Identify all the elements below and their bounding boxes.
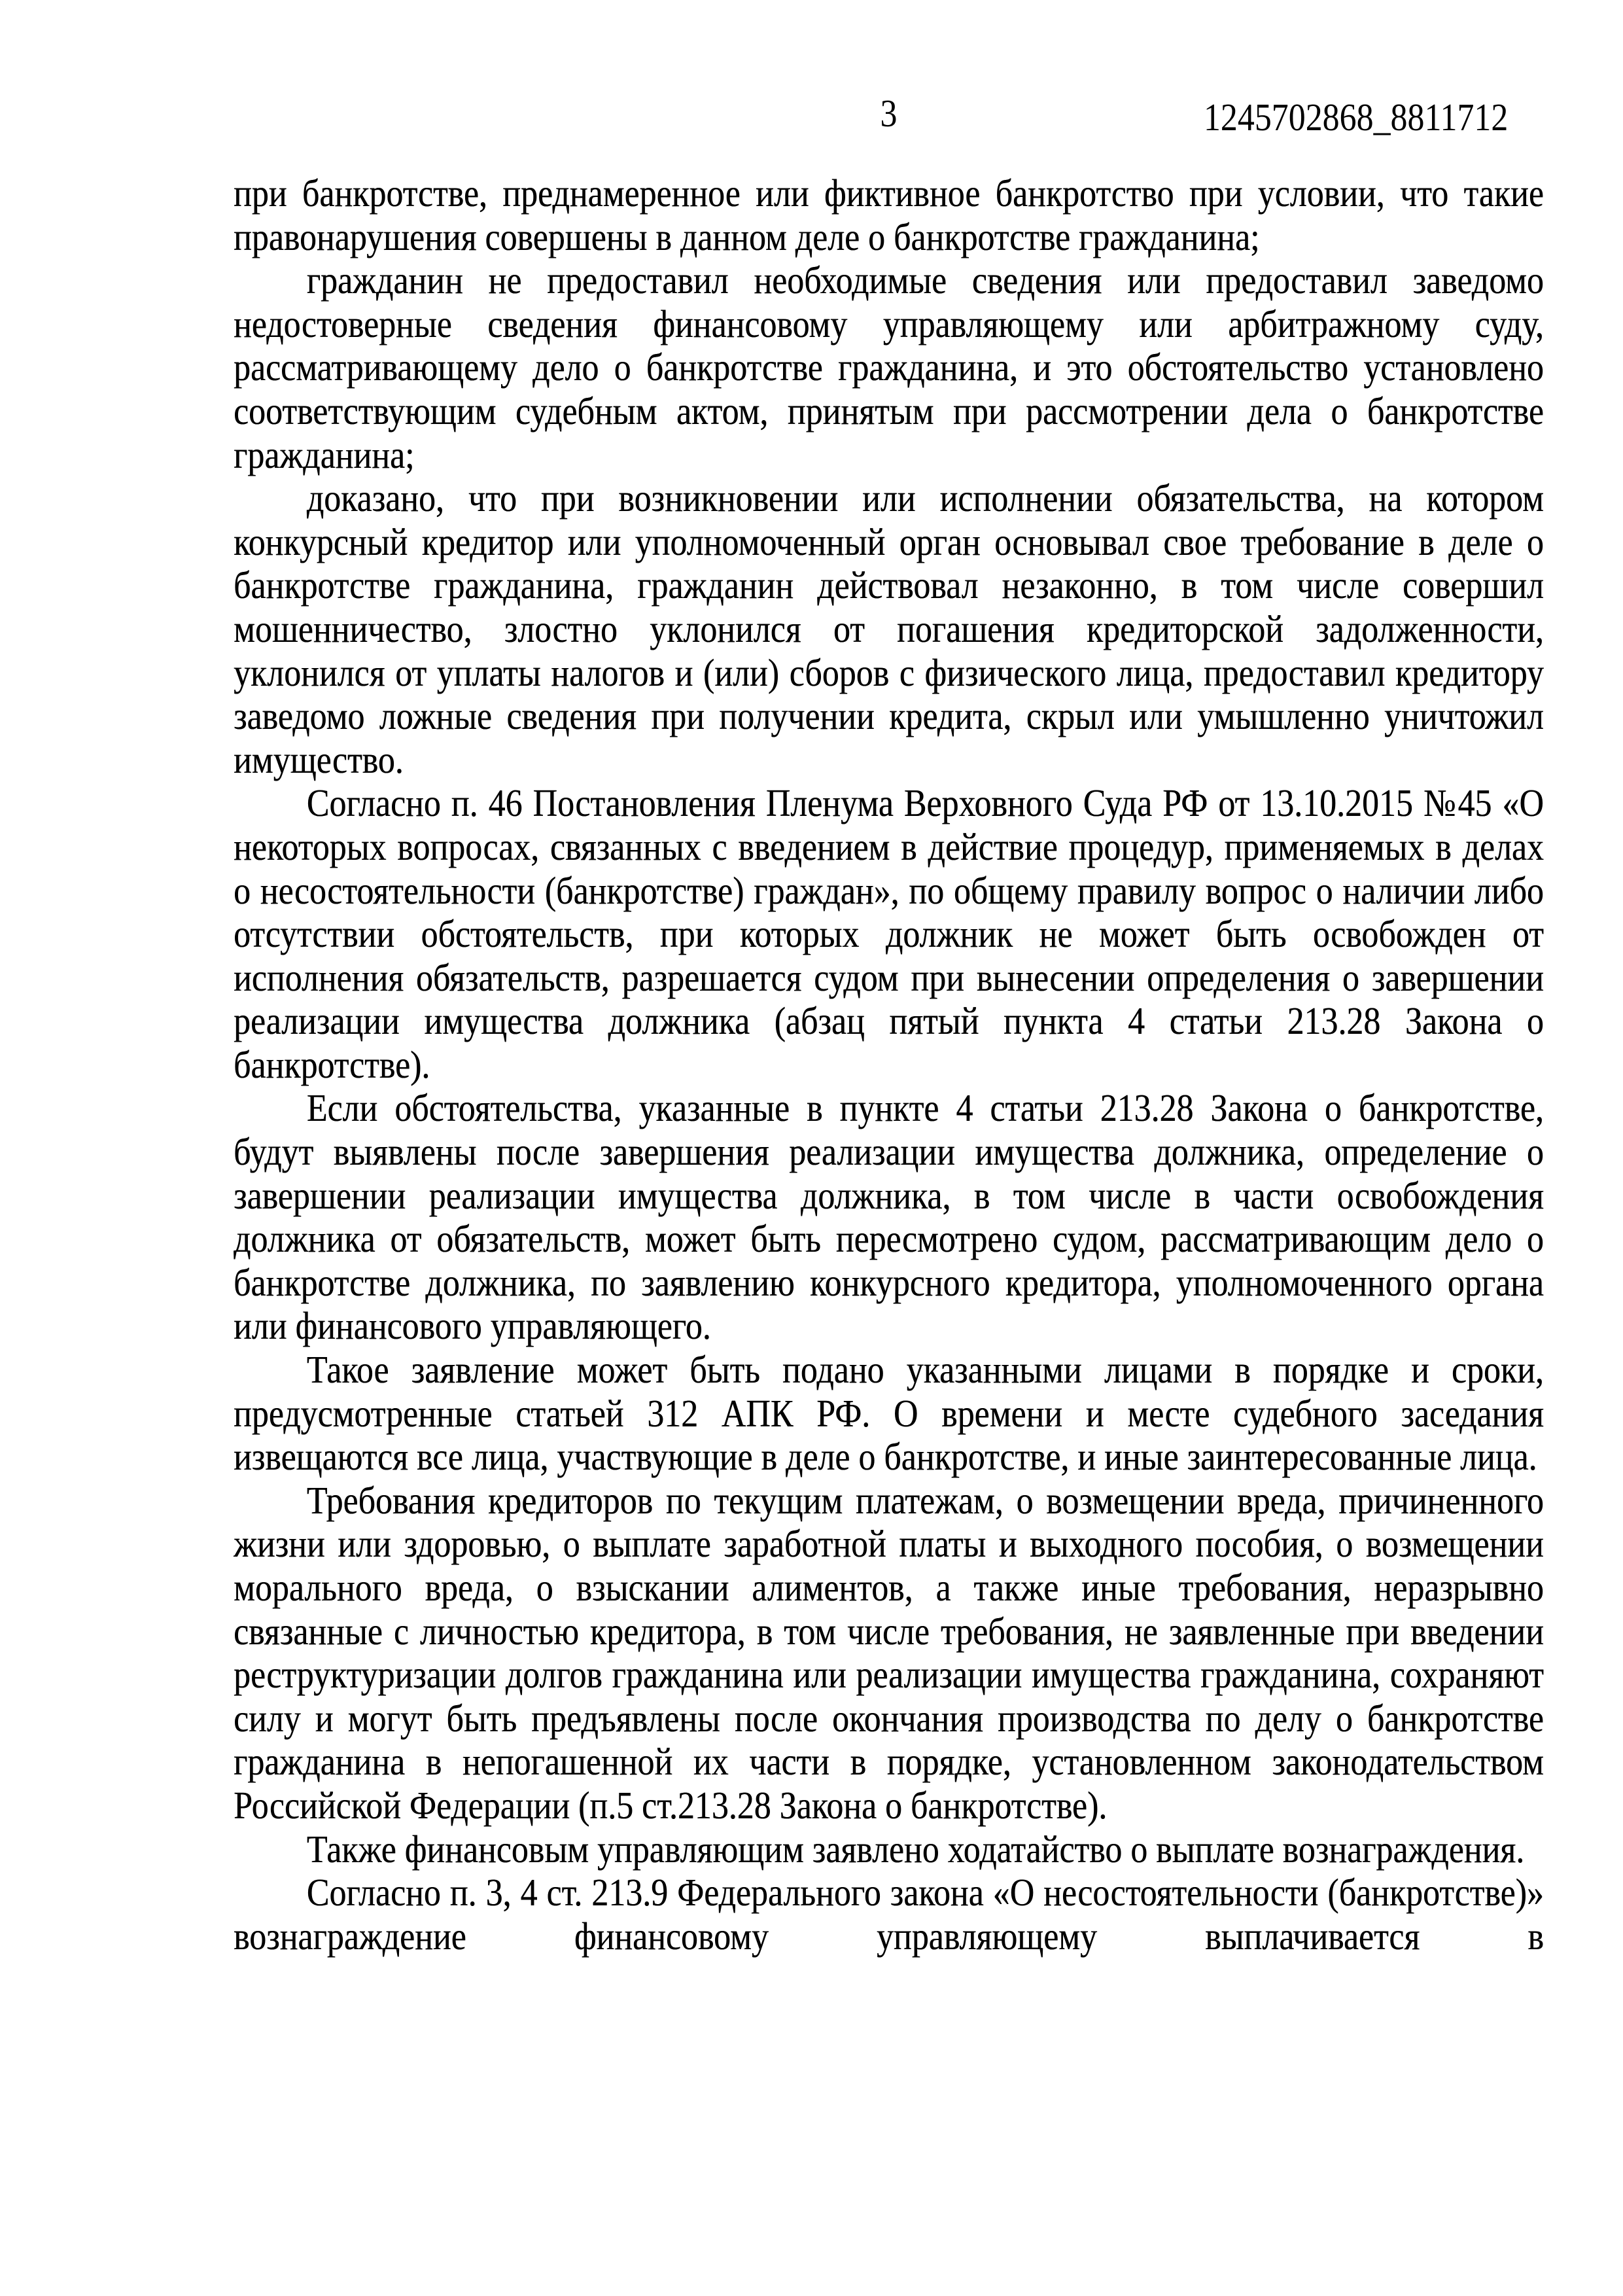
paragraph-continuation: при банкротстве, преднамеренное или фиктивное банкротство при условии, что такие правонарушения совершены в данном деле о банкротстве гражданина; <box>234 171 1544 258</box>
paragraph: Если обстоятельства, указанные в пункте 4 статьи 213.28 Закона о банкротстве, будут выявлены после завершения реализации имущества должника, определение о завершении реализации имущества должника, в том числе в части освобождения должника от обязательств, может быть пересмотрено судом, рассматривающим дело о банкротстве должника, по заявлению конкурсного кредитора, уполномоченного органа или финансового управляющего. <box>234 1086 1544 1348</box>
document-id: 1245702868_8811712 <box>1203 96 1509 139</box>
paragraph: Также финансовым управляющим заявлено ходатайство о выплате вознаграждения. <box>306 1827 1525 1871</box>
paragraph-runs-to-next-page: Согласно п. 3, 4 ст. 213.9 Федерального закона «О несостоятельности (банкротстве)» вознаграждение финансовому управляющему выплачивается в <box>234 1871 1544 1958</box>
paragraph: Такое заявление может быть подано указанными лицами в порядке и сроки, предусмотренные статьей 312 АПК РФ. О времени и месте судебного заседания извещаются все лица, участвующие в деле о банкротстве, и иные заинтересованные лица. <box>234 1348 1544 1479</box>
page-number: 3 <box>880 92 898 135</box>
paragraph: Требования кредиторов по текущим платежам, о возмещении вреда, причиненного жизни или здоровью, о выплате заработной платы и выходного пособия, о возмещении морального вреда, о взыскании алиментов, а также иные требования, неразрывно связанные с личностью кредитора, в том числе требования, не заявленные при введении реструктуризации долгов гражданина или реализации имущества гражданина, сохраняют силу и могут быть предъявлены после окончания производства по делу о банкротстве гражданина в непогашенной их части в порядке, установленном законодательством Российской Федерации (п.5 ст.213.28 Закона о банкротстве). <box>234 1478 1544 1827</box>
page-header <box>234 92 1544 137</box>
paragraph: доказано, что при возникновении или исполнении обязательства, на котором конкурсный кредитор или уполномоченный орган основывал свое требование в деле о банкротстве гражданина, гражданин действовал незаконно, в том числе совершил мошенничество, злостно уклонился от погашения кредиторской задолженности, уклонился от уплаты налогов и (или) сборов с физического лица, предоставил кредитору заведомо ложные сведения при получении кредита, скрыл или умышленно уничтожил имущество. <box>234 476 1544 781</box>
document-body <box>234 171 1544 1958</box>
paragraph: Согласно п. 46 Постановления Пленума Верховного Суда РФ от 13.10.2015 №45 «О некоторых вопросах, связанных с введением в действие процедур, применяемых в делах о несостоятельности (банкротстве) граждан», по общему правилу вопрос о наличии либо отсутствии обстоятельств, при которых должник не может быть освобожден от исполнения обязательств, разрешается судом при вынесении определения о завершении реализации имущества должника (абзац пятый пункта 4 статьи 213.28 Закона о банкротстве). <box>234 781 1544 1086</box>
paragraph: гражданин не предоставил необходимые сведения или предоставил заведомо недостоверные сведения финансовому управляющему или арбитражному суду, рассматривающему дело о банкротстве гражданина, и это обстоятельство установлено соответствующим судебным актом, принятым при рассмотрении дела о банкротстве гражданина; <box>234 258 1544 476</box>
